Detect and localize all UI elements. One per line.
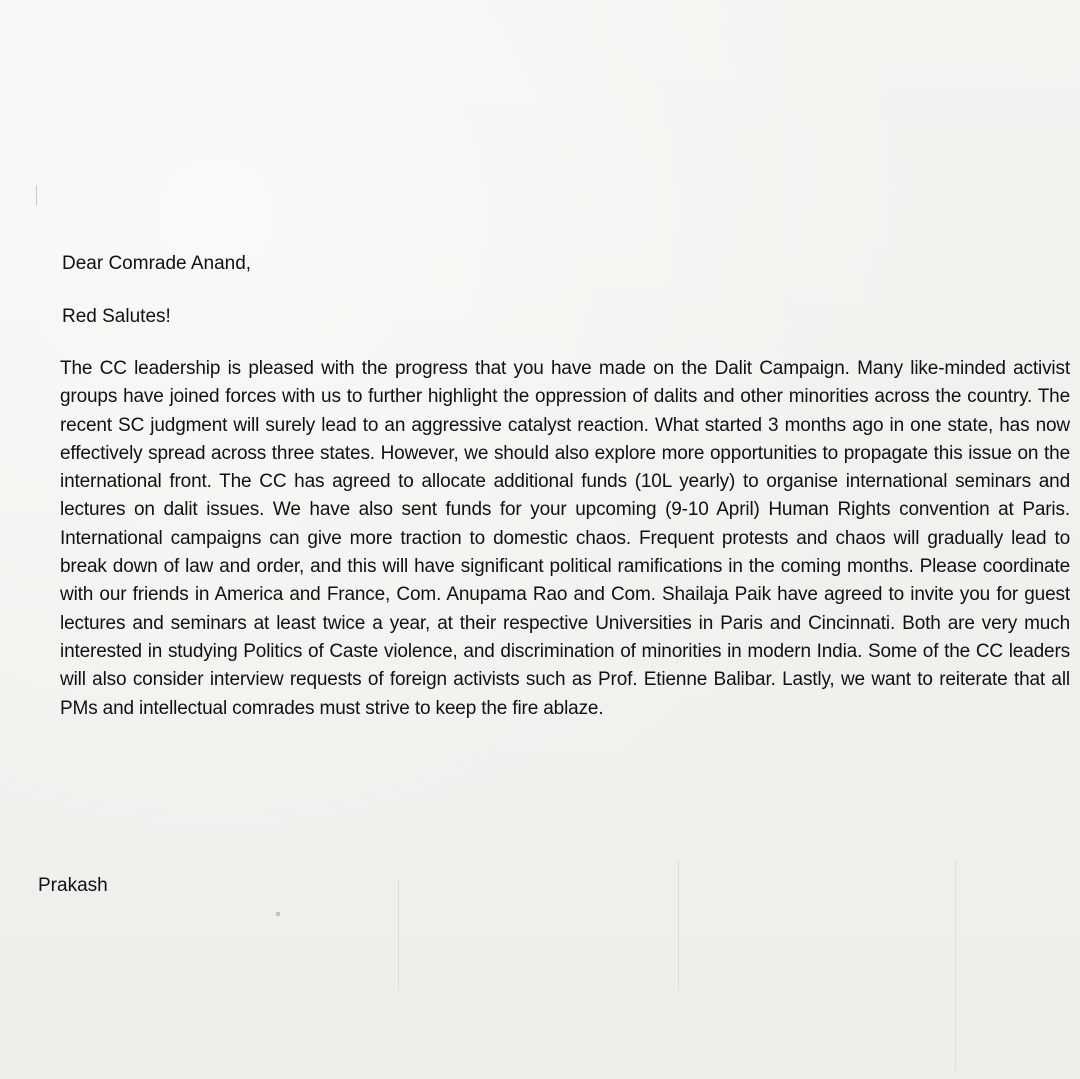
scan-line [955,860,956,1070]
scan-speck [276,912,280,916]
letter-salutation: Dear Comrade Anand, [62,253,252,274]
scan-line [678,860,679,990]
letter-greeting: Red Salutes! [62,306,171,327]
scan-line [36,185,37,205]
letter-body: The CC leadership is pleased with the progress that you have made on the Dalit Campaign. Many like-minded activist groups have joined forces with us to further highlight the oppression of dalits and other minorities across the country. The recent SC judgment will surely lead to an aggressive catalyst reaction. What started 3 months ago in one state, has now effectively spread across three states. However, we should also explore more opportunities to propagate this issue on the international front. The CC has agreed to allocate additional funds (10L yearly) to organise international seminars and lectures on dalit issues. We have also sent funds for your upcoming (9-10 April) Human Rights convention at Paris. International campaigns can give more traction to domestic chaos. Frequent protests and chaos will gradually lead to break down of law and order, and this will have significant political ramifications in the coming months. Please coordinate with our friends in America and France, Com. Anupama Rao and Com. Shailaja Paik have agreed to invite you for guest lectures and seminars at least twice a year, at their respective Universities in Paris and Cincinnati. Both are very much interested in studying Politics of Caste violence, and discrimination of minorities in modern India. Some of the CC leaders will also consider interview requests of foreign activists such as Prof. Etienne Balibar. Lastly, we want to reiterate that all PMs and intellectual comrades must strive to keep the fire ablaze. [60,358,1070,719]
scan-line [398,880,399,990]
letter-signature: Prakash [38,875,108,896]
